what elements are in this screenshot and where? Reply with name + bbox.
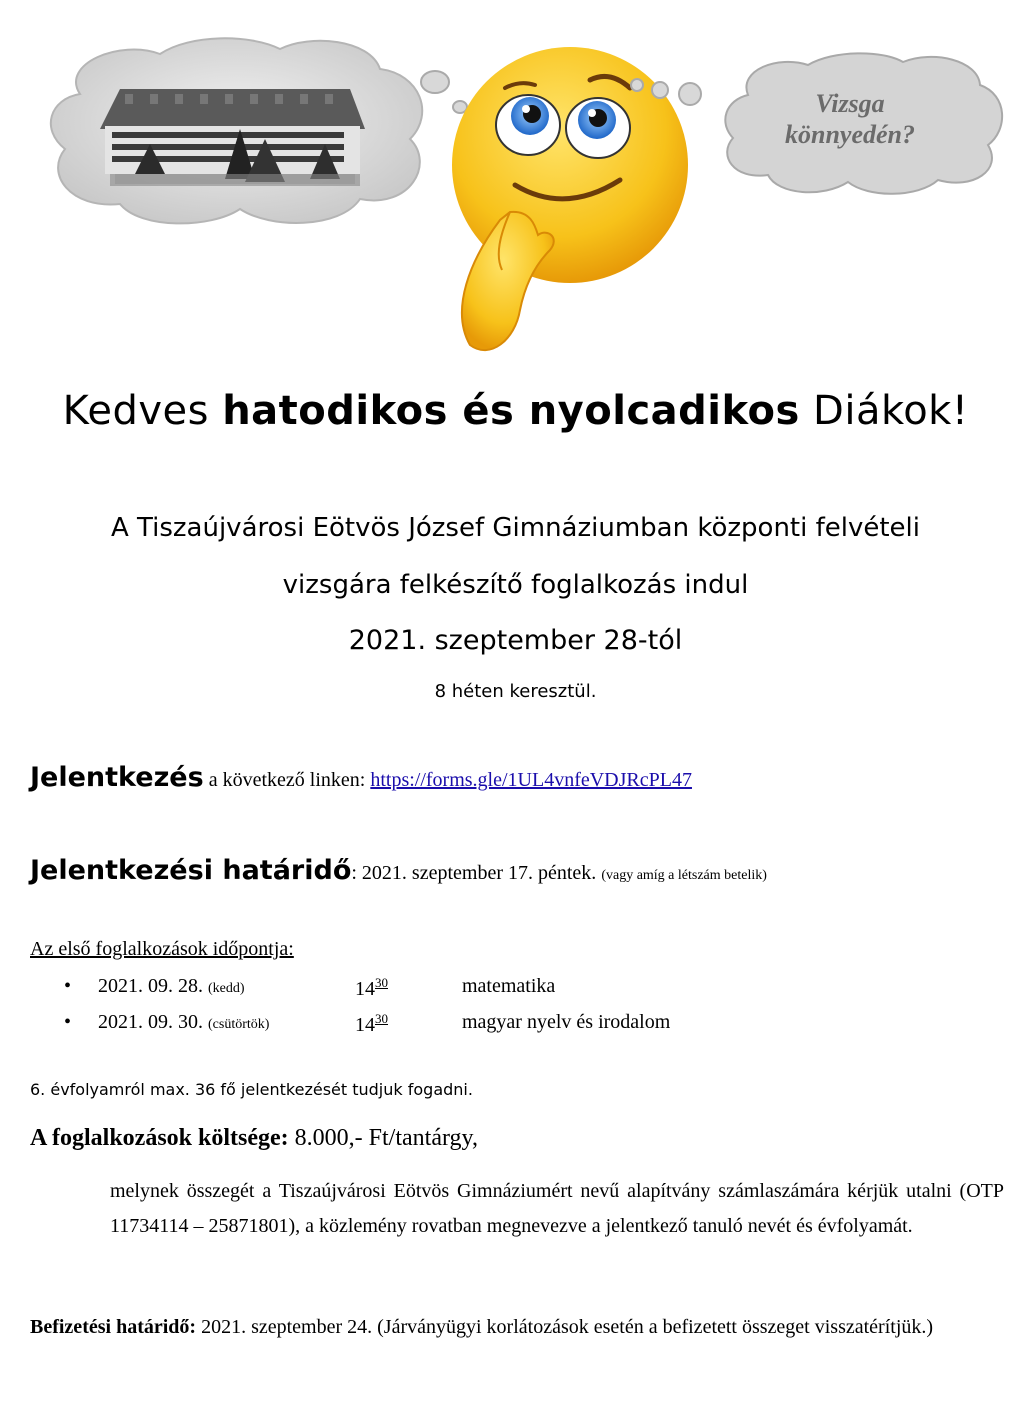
intro-line2: vizsgára felkészítő foglalkozás indul: [282, 570, 749, 600]
schedule-time: [355, 1011, 388, 1037]
schedule-heading: Az első foglalkozások időpontja:: [30, 938, 294, 960]
schedule-date-text: 2021. 09. 30.: [98, 1011, 208, 1033]
cloud-question-text: [750, 88, 950, 150]
school-building-image: [100, 89, 365, 186]
registration-link[interactable]: https://forms.gle/1UL4vnfeVDJRcPL47: [370, 769, 692, 791]
title-part2: hatodikos és nyolcadikos: [222, 388, 800, 434]
payment-deadline-paragraph: [30, 1310, 1004, 1344]
intro-line3: 2021. szeptember 28-tól: [348, 625, 683, 656]
cost-line: [30, 1125, 478, 1152]
schedule-subject: magyar nyelv és irodalom: [462, 1011, 671, 1033]
registration-line: [30, 762, 692, 793]
schedule-day: (kedd): [208, 981, 245, 996]
schedule-minute: 30: [375, 975, 388, 990]
title-part1: Kedves: [62, 388, 223, 434]
schedule-date: [98, 1011, 269, 1034]
schedule-day: (csütörtök): [208, 1017, 270, 1032]
schedule-hour: 14: [355, 1014, 375, 1036]
schedule-date-text: 2021. 09. 28.: [98, 975, 208, 997]
schedule-time: [355, 975, 388, 1001]
school-thought-cloud: [40, 34, 460, 234]
thought-bubble-dots-right: [625, 70, 715, 110]
cost-value: 8.000,- Ft/tantárgy,: [288, 1125, 478, 1151]
schedule-hour: 14: [355, 978, 375, 1000]
registration-label: Jelentkezés: [30, 762, 204, 793]
intro-line4: 8 héten keresztül.: [434, 681, 597, 702]
cloud-text-line2: könnyedén?: [785, 120, 915, 149]
registration-deadline-text: : 2021. szeptember 17. péntek.: [351, 862, 602, 884]
registration-text: a következő linken:: [203, 769, 371, 791]
schedule-minute: 30: [375, 1011, 388, 1026]
intro-line1: A Tiszaújvárosi Eötvös József Gimnáziumban központi felvételi: [111, 513, 920, 543]
registration-deadline-label: Jelentkezési határidő: [30, 855, 352, 886]
title-part3: Diákok!: [799, 388, 969, 434]
bullet-icon: •: [64, 975, 72, 997]
bullet-icon: •: [64, 1011, 72, 1033]
schedule-subject: matematika: [462, 975, 556, 997]
registration-deadline-line: [30, 855, 767, 886]
page-title: [0, 388, 1031, 434]
payment-deadline-text: 2021. szeptember 24. (Járványügyi korlátozások esetén a befizetett összeget visszatérítjük.): [196, 1316, 934, 1338]
cost-label: A foglalkozások költsége:: [30, 1125, 289, 1151]
capacity-note: 6. évfolyamról max. 36 fő jelentkezését tudjuk fogadni.: [30, 1080, 473, 1099]
registration-deadline-note: (vagy amíg a létszám betelik): [601, 868, 767, 883]
payment-deadline-label: Befizetési határidő:: [30, 1316, 197, 1338]
payment-paragraph: melynek összegét a Tiszaújvárosi Eötvös Gimnáziumért nevű alapítvány számlaszámára kérjük utalni (OTP 11734114 – 25871801), a közlemény rovatban megnevezve a jelentkező tanuló nevét és évfolyamát.: [110, 1180, 1004, 1237]
cloud-text-line1: Vizsga: [815, 89, 885, 118]
schedule-date: [98, 975, 245, 998]
